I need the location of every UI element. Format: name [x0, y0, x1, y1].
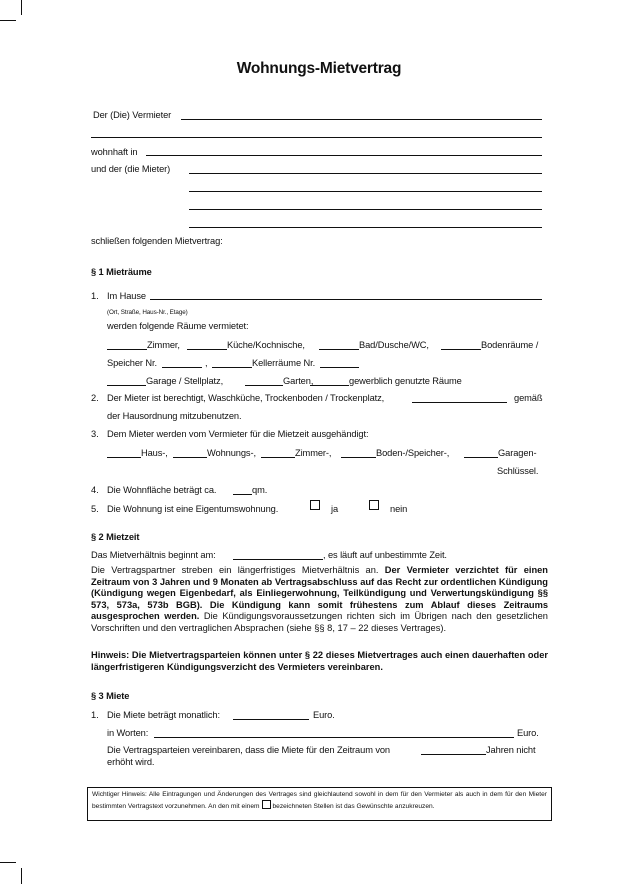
tenant-label: und der (die Mieter)	[91, 164, 171, 174]
s1-item2-suffix: gemäß	[514, 393, 543, 403]
storage-label: Speicher Nr.	[107, 358, 157, 368]
garden-label: Garten,	[283, 376, 314, 386]
start-date-field[interactable]	[233, 559, 323, 560]
residence-label: wohnhaft in	[91, 147, 138, 157]
garage-keys-field[interactable]	[464, 457, 498, 458]
rent-in-words-field[interactable]	[154, 737, 514, 738]
start-date-suffix: , es läuft auf unbestimmte Zeit.	[323, 550, 447, 560]
s1-item3-text: Dem Mieter werden vom Vermieter für die Mietzeit ausgehändigt:	[107, 429, 369, 439]
garage-label: Garage / Stellplatz,	[146, 376, 224, 386]
crop-mark-bottom-vertical	[21, 868, 22, 884]
rooms-count-field[interactable]	[107, 349, 147, 350]
keys-end-label: Schlüssel.	[497, 466, 539, 476]
rent-fixed-text-b: Jahren nicht	[486, 745, 536, 755]
garage-keys-label: Garagen-	[498, 448, 537, 458]
monthly-rent-field[interactable]	[233, 719, 309, 720]
crop-mark-top-horizontal	[0, 20, 16, 21]
house-address-field[interactable]	[150, 299, 542, 300]
term-paragraph	[91, 565, 548, 635]
document-title: Wohnungs-Mietvertrag	[236, 60, 402, 77]
checkbox-symbol-icon	[262, 800, 271, 809]
attic-label: Bodenräume /	[481, 340, 539, 350]
term-hint	[91, 650, 548, 673]
s1-item2-text: Der Mieter ist berechtigt, Waschküche, Trockenboden / Trockenplatz,	[107, 393, 385, 403]
tenant-name-field-3[interactable]	[189, 209, 542, 210]
cellar-count-field[interactable]	[212, 367, 252, 368]
rent-label: Die Miete beträgt monatlich:	[107, 710, 220, 720]
important-notice-box	[87, 787, 552, 821]
apartment-keys-field[interactable]	[173, 457, 207, 458]
s1-item5-number: 5.	[91, 504, 99, 514]
s1-item1-number: 1.	[91, 291, 99, 301]
tenant-name-field-2[interactable]	[189, 191, 542, 192]
landlord-name-field-2[interactable]	[91, 137, 542, 138]
rooms-intro: werden folgende Räume vermietet:	[107, 321, 249, 331]
house-keys-field[interactable]	[107, 457, 141, 458]
start-date-label: Das Mietverhältnis beginnt am:	[91, 550, 216, 560]
living-area-label: Die Wohnfläche beträgt ca.	[107, 485, 217, 495]
rent-words-currency: Euro.	[517, 728, 539, 738]
crop-mark-top-vertical	[21, 0, 22, 15]
closing-statement: schließen folgenden Mietvertrag:	[91, 236, 223, 246]
attic-keys-label: Boden-/Speicher-,	[376, 448, 450, 458]
bath-count-field[interactable]	[319, 349, 359, 350]
landlord-name-field[interactable]	[181, 119, 542, 120]
house-label: Im Hause	[107, 291, 146, 301]
tenant-name-field-4[interactable]	[189, 227, 542, 228]
cellar-number-field[interactable]	[320, 367, 359, 368]
commercial-label: gewerblich genutzte Räume	[349, 376, 462, 386]
kitchen-label: Küche/Kochnische,	[227, 340, 305, 350]
living-area-field[interactable]	[233, 494, 252, 495]
landlord-address-field[interactable]	[146, 155, 542, 156]
term-paragraph-intro: Die Vertragspartner streben ein längerfristiges Mietverhältnis an.	[91, 565, 385, 575]
crop-mark-bottom-horizontal	[0, 862, 16, 863]
condo-question: Die Wohnung ist eine Eigentumswohnung.	[107, 504, 279, 514]
condo-no-label: nein	[390, 504, 408, 514]
house-keys-label: Haus-,	[141, 448, 168, 458]
term-hint-text: Hinweis: Die Mietvertragsparteien können unter § 22 dieses Mietvertrages auch einen dauerhaften oder längerfristigeren Kündigungsverzicht des Vermieters vereinbaren.	[91, 650, 548, 672]
rent-fixed-years-field[interactable]	[421, 754, 486, 755]
term-paragraph-waiver: Der Vermieter verzichtet für einen Zeitraum von 3 Jahren und 9 Monaten ab Vertragsabschluss auf das Recht zur ordentlichen Kündigung (Kündigung wegen Eigenbedarf, als Einliegerwohnung, Teilkündigung und Verwertungskündigung §§ 573, 573a, 573b BGB). Die Kündigung kann somit frühestens zum Ablauf dieses Zeitraums ausgesprochen werden.	[91, 565, 548, 622]
rent-fixed-text-c: erhöht wird.	[107, 757, 155, 767]
rent-currency: Euro.	[313, 710, 335, 720]
attic-count-field[interactable]	[441, 349, 481, 350]
attic-keys-field[interactable]	[341, 457, 376, 458]
house-hint: (Ort, Straße, Haus-Nr., Etage)	[107, 309, 188, 316]
shared-facilities-field[interactable]	[412, 402, 507, 403]
s3-item1-number: 1.	[91, 710, 99, 720]
condo-yes-label: ja	[331, 504, 339, 514]
condo-yes-checkbox[interactable]	[310, 500, 320, 510]
section-2-heading: § 2 Mietzeit	[91, 532, 140, 542]
storage-number-field[interactable]	[162, 367, 202, 368]
term-paragraph-conditions: Die Kündigungsvoraussetzungen richten sich im Übrigen nach den gesetzlichen Vorschriften und den vertraglichen Absprachen (siehe §§ 8, 17 – 22 dieses Vertrages).	[91, 611, 548, 633]
s1-item2-number: 2.	[91, 393, 99, 403]
notice-text-2: bezeichneten Stellen ist das Gewünschte anzukreuzen.	[272, 803, 435, 810]
rent-words-label: in Worten:	[107, 728, 149, 738]
garden-count-field[interactable]	[245, 385, 283, 386]
rent-fixed-text: Die Vertragsparteien vereinbaren, dass die Miete für den Zeitraum von	[107, 745, 391, 755]
kitchen-count-field[interactable]	[187, 349, 227, 350]
bath-label: Bad/Dusche/WC,	[359, 340, 429, 350]
s1-item4-number: 4.	[91, 485, 99, 495]
storage-separator: ,	[205, 358, 208, 368]
rooms-label: Zimmer,	[147, 340, 180, 350]
s1-item2-line2: der Hausordnung mitzubenutzen.	[107, 411, 242, 421]
cellar-label: Kellerräume Nr.	[252, 358, 316, 368]
section-3-heading: § 3 Miete	[91, 691, 130, 701]
section-1-heading: § 1 Mieträume	[91, 267, 152, 277]
landlord-label: Der (Die) Vermieter	[93, 110, 172, 120]
garage-count-field[interactable]	[107, 385, 146, 386]
room-keys-label: Zimmer-,	[295, 448, 332, 458]
s1-item3-number: 3.	[91, 429, 99, 439]
condo-no-checkbox[interactable]	[369, 500, 379, 510]
apartment-keys-label: Wohnungs-,	[207, 448, 256, 458]
living-area-unit: qm.	[252, 485, 268, 495]
room-keys-field[interactable]	[261, 457, 295, 458]
tenant-name-field-1[interactable]	[189, 173, 542, 174]
commercial-count-field[interactable]	[310, 385, 349, 386]
notice-text-1: Wichtiger Hinweis: Alle Eintragungen und Änderungen des Vertrages sind gleichlautend sowohl in dem für den Vermieter als auch in dem für den Mieter bestimmten Vertragstext vorzunehmen. An den mit einem	[92, 791, 547, 810]
